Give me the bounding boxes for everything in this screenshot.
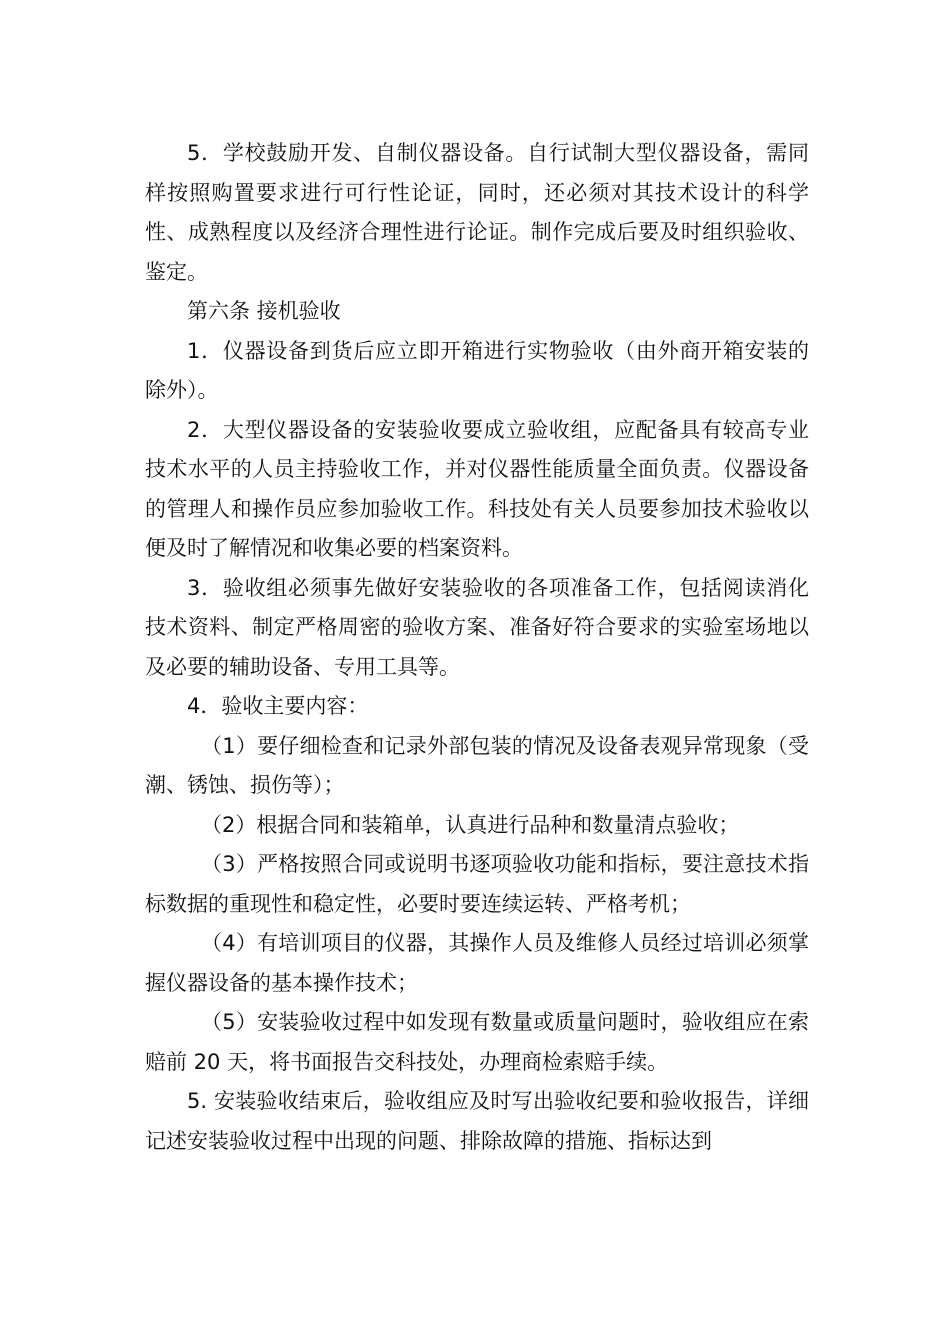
paragraph-item-5: 5. 安装验收结束后，验收组应及时写出验收纪要和验收报告，详细记述安装验收过程中出现的问题、排除故障的措施、指标达到 — [145, 1089, 809, 1153]
paragraph-self-made-equipment: 5．学校鼓励开发、自制仪器设备。自行试制大型仪器设备，需同样按照购置要求进行可行性论证，同时，还必须对其技术设计的科学性、成熟程度以及经济合理性进行论证。制作完成后要及时组织验收、鉴定。 — [145, 141, 809, 284]
document-page — [145, 134, 809, 1161]
paragraph-item-2: 2．大型仪器设备的安装验收要成立验收组，应配备具有较高专业技术水平的人员主持验收工作，并对仪器性能质量全面负责。仪器设备的管理人和操作员应参加验收工作。科技处有关人员要参加技术验收以便及时了解情况和收集必要的档案资料。 — [145, 417, 809, 560]
paragraph-item-1: 1．仪器设备到货后应立即开箱进行实物验收（由外商开箱安装的除外）。 — [145, 338, 809, 402]
sub-item-5: （5）安装验收过程中如发现有数量或质量问题时，验收组应在索赔前 20 天，将书面报告交科技处，办理商检索赔手续。 — [145, 1010, 809, 1074]
sub-item-3: （3）严格按照合同或说明书逐项验收功能和指标，要注意技术指标数据的重现性和稳定性，必要时要连续运转、严格考机； — [145, 852, 809, 916]
sub-item-1: （1）要仔细检查和记录外部包装的情况及设备表观异常现象（受潮、锈蚀、损伤等）； — [145, 733, 809, 797]
article-six-heading: 第六条 接机验收 — [187, 299, 341, 323]
paragraph-item-3: 3．验收组必须事先做好安装验收的各项准备工作，包括阅读消化技术资料、制定严格周密的验收方案、准备好符合要求的实验室场地以及必要的辅助设备、专用工具等。 — [145, 575, 809, 679]
sub-item-4: （4）有培训项目的仪器，其操作人员及维修人员经过培训必须掌握仪器设备的基本操作技术； — [145, 931, 809, 995]
sub-item-2: （2）根据合同和装箱单，认真进行品种和数量清点验收； — [201, 812, 740, 837]
paragraph-item-4: 4．验收主要内容： — [187, 694, 369, 718]
